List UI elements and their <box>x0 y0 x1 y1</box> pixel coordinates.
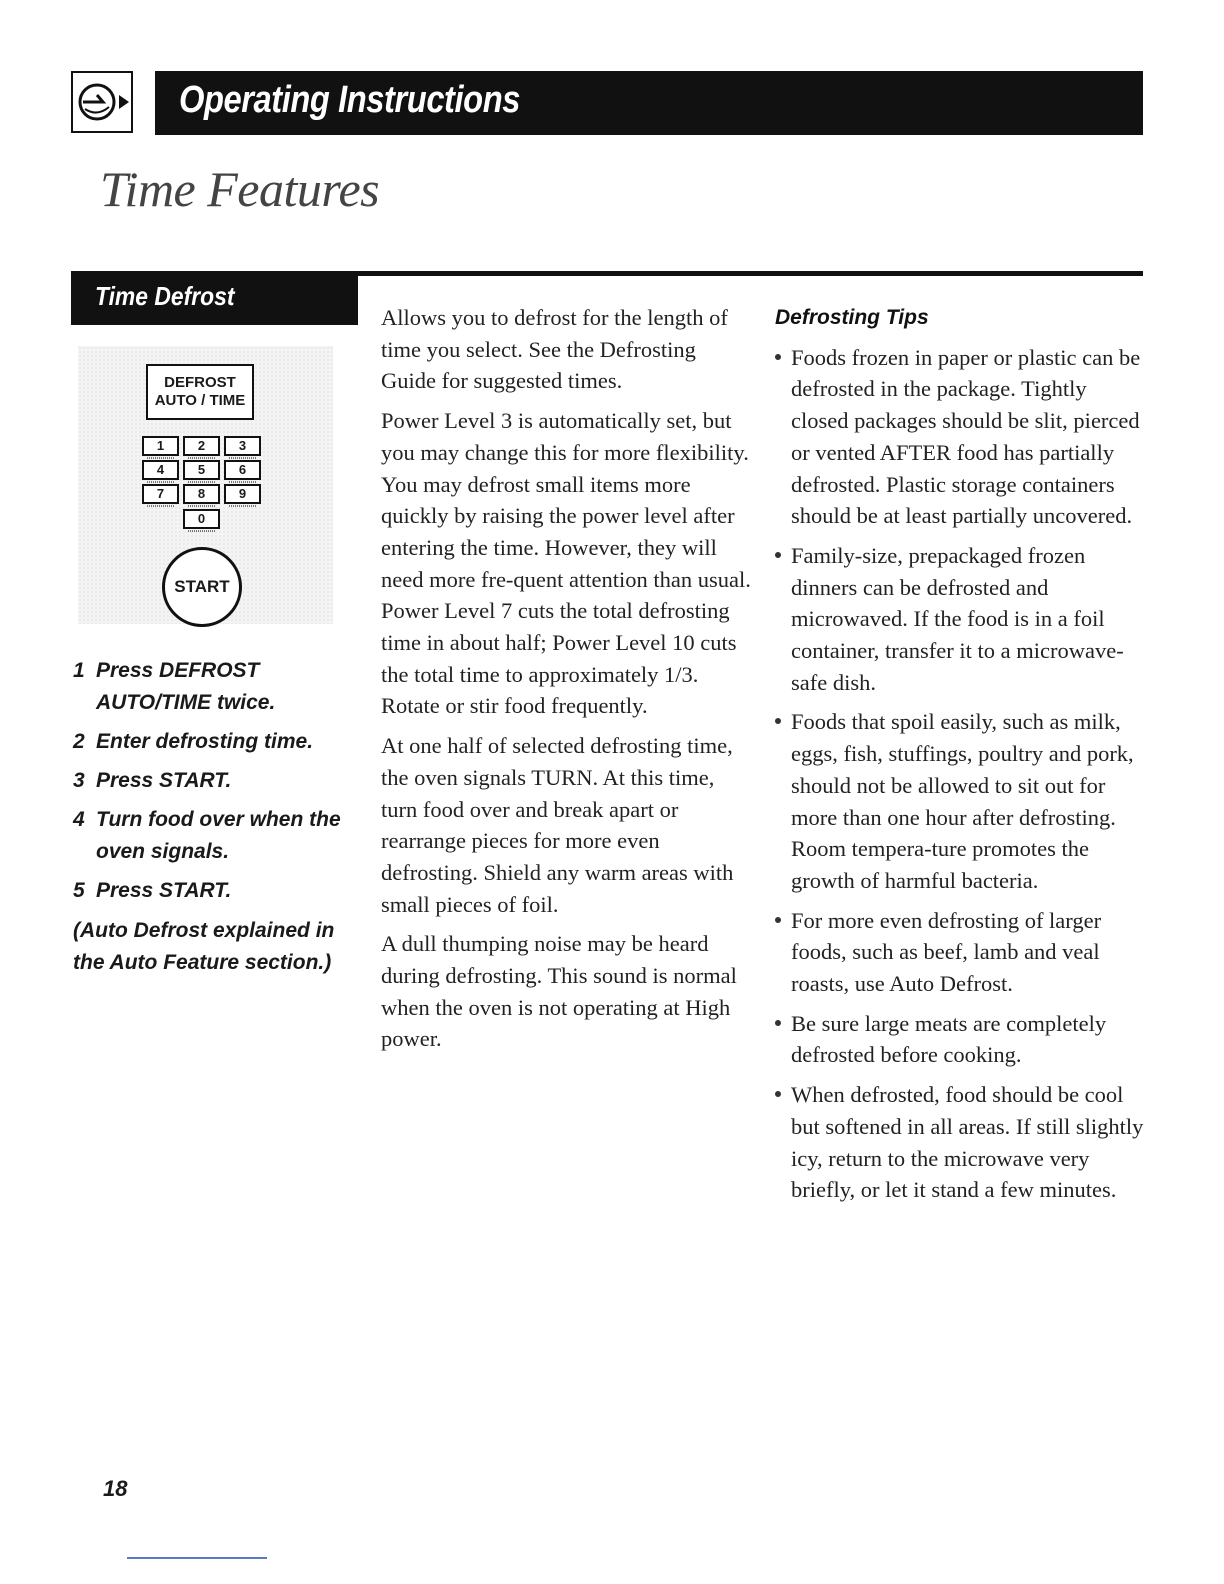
microwave-logo-icon <box>73 73 131 131</box>
bullet-icon <box>775 552 781 558</box>
keypad-key-6: 6 <box>224 460 261 480</box>
start-key: START <box>162 547 242 627</box>
section-tab <box>71 271 358 325</box>
step-text: Press START. <box>96 769 232 792</box>
step-number: 2 <box>73 730 85 753</box>
bullet-icon <box>775 917 781 923</box>
bullet-icon <box>775 718 781 724</box>
body-paragraph: Power Level 3 is automatically set, but you may change this for more flexibility. You may defrost small items more quickly by raising the power level after entering the time. However, they will need more fre-quent attention than usual. Power Level 7 cuts the total defrosting time in about half; Power Level 10 cuts the total time to approximately 1/3. Rotate or stir food frequently. <box>381 408 751 719</box>
step-number: 4 <box>73 808 85 831</box>
keypad-key-9: 9 <box>224 484 261 504</box>
tip-item <box>775 342 1145 532</box>
step-list <box>73 655 353 914</box>
keypad-key-1: 1 <box>142 436 179 456</box>
defrost-key-line2: AUTO / TIME <box>154 392 246 409</box>
header-bar <box>155 71 1143 135</box>
tips-heading: Defrosting Tips <box>775 306 929 329</box>
tip-text: Foods frozen in paper or plastic can be defrosted in the package. Tightly closed packages should be slit, pierced or vented AFTER food has partially defrosted. Plastic storage containers should be at least partially uncovered. <box>791 344 1141 529</box>
defrosting-tips <box>775 302 1145 1214</box>
header-title: Operating Instructions <box>179 79 520 121</box>
keypad-key-5: 5 <box>183 460 220 480</box>
keypad-key-4: 4 <box>142 460 179 480</box>
step-number: 1 <box>73 659 85 682</box>
step-item <box>73 726 353 758</box>
step-item <box>73 804 353 868</box>
step-number: 5 <box>73 879 85 902</box>
keypad-illustration <box>78 346 333 624</box>
keypad-key-2: 2 <box>183 436 220 456</box>
page-title: Time Features <box>100 161 380 217</box>
bullet-icon <box>775 354 781 360</box>
section-title: Time Defrost <box>95 281 235 311</box>
body-paragraph: Allows you to defrost for the length of time you select. See the Defrosting Guide for suggested times. <box>381 305 728 394</box>
step-item <box>73 655 353 719</box>
tip-item <box>775 706 1145 896</box>
tip-text: For more even defrosting of larger foods, such as beef, lamb and veal roasts, use Auto Defrost. <box>791 907 1102 997</box>
footer-rule <box>127 1557 267 1559</box>
step-item <box>73 765 353 797</box>
body-paragraph: At one half of selected defrosting time, the oven signals TURN. At this time, turn food over and break apart or rearrange pieces for more even defrosting. Shield any warm areas with small pieces of foil. <box>381 733 734 917</box>
tip-text: When defrosted, food should be cool but softened in all areas. If still slightly icy, return to the microwave very briefly, or let it stand a few minutes. <box>791 1082 1144 1203</box>
keypad-key-8: 8 <box>183 484 220 504</box>
bullet-icon <box>775 1091 781 1097</box>
tip-text: Be sure large meats are completely defrosted before cooking. <box>791 1010 1107 1068</box>
tip-item <box>775 540 1145 699</box>
tip-text: Family-size, prepackaged frozen dinners can be defrosted and microwaved. If the food is in a foil container, transfer it to a microwave-safe dish. <box>791 542 1124 695</box>
keypad-key-7: 7 <box>142 484 179 504</box>
page-number: 18 <box>103 1476 128 1501</box>
body-text <box>381 302 753 1063</box>
step-text: Press DEFROST AUTO/TIME twice. <box>96 659 276 714</box>
keypad-key-3: 3 <box>224 436 261 456</box>
tip-item <box>775 1079 1145 1206</box>
defrost-auto-time-key <box>146 364 254 420</box>
step-text: Press START. <box>96 879 232 902</box>
defrost-key-line1: DEFROST <box>164 374 236 391</box>
tip-item <box>775 1008 1145 1071</box>
bullet-icon <box>775 1020 781 1026</box>
tip-item <box>775 905 1145 1000</box>
step-item <box>73 875 353 907</box>
section-divider <box>358 271 1143 276</box>
tip-text: Foods that spoil easily, such as milk, eggs, fish, stuffings, poultry and pork, should not be allowed to sit out for more than one hour after defrosting. Room tempera-ture promotes the growth of harmful bacteria. <box>791 709 1134 893</box>
section-logo <box>71 71 133 133</box>
body-paragraph: A dull thumping noise may be heard during defrosting. This sound is normal when the oven is not operating at High power. <box>381 931 737 1052</box>
keypad-key-0: 0 <box>183 509 220 529</box>
step-text: Enter defrosting time. <box>96 730 314 753</box>
step-number: 3 <box>73 769 85 792</box>
auto-defrost-note: (Auto Defrost explained in the Auto Feature section.) <box>73 919 335 974</box>
step-text: Turn food over when the oven signals. <box>96 808 341 863</box>
